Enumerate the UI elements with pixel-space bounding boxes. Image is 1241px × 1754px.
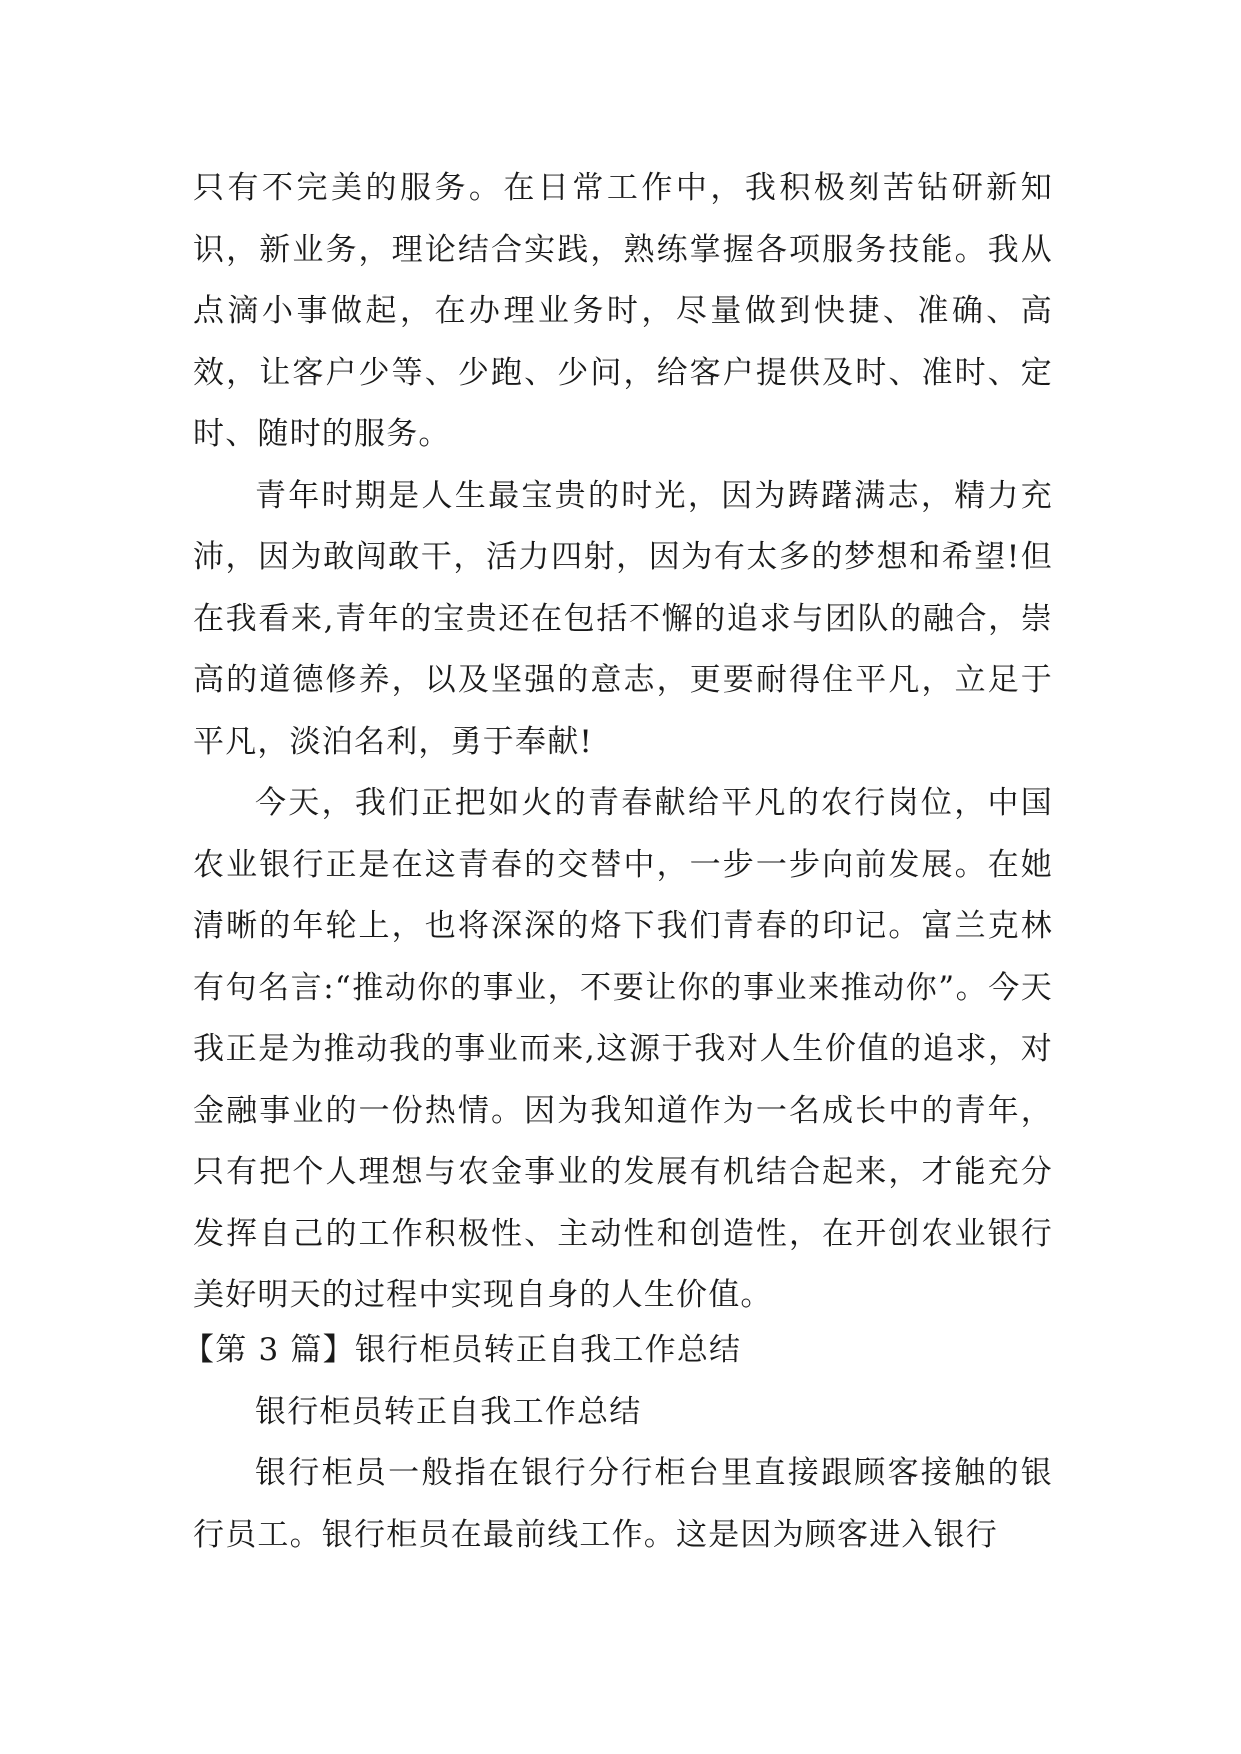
paragraph-service: 只有不完美的服务。在日常工作中，我积极刻苦钻研新知识，新业务，理论结合实践，熟练掌握各项服务技能。我从点滴小事做起，在办理业务时，尽量做到快捷、准确、高效，让客户少等、少跑、少问，给客户提供及时、准时、定时、随时的服务。 xyxy=(193,170,1053,452)
paragraph-youth: 青年时期是人生最宝贵的时光，因为踌躇满志，精力充沛，因为敢闯敢干，活力四射，因为有太多的梦想和希望!但在我看来,青年的宝贵还在包括不懈的追求与团队的融合，崇高的道德修养，以及坚强的意志，更要耐得住平凡，立足于平凡，淡泊名利，勇于奉献! xyxy=(193,477,1053,760)
paragraph-today: 今天，我们正把如火的青春献给平凡的农行岗位，中国农业银行正是在这青春的交替中，一步一步向前发展。在她清晰的年轮上，也将深深的烙下我们青春的印记。富兰克林有句名言:“推动你的事业，不要让你的事业来推动你”。今天我正是为推动我的事业而来,这源于我对人生价值的追求，对金融事业的一份热情。因为我知道作为一名成长中的青年，只有把个人理想与农金事业的发展有机结合起来，才能充分发挥自己的工作积极性、主动性和创造性，在开创农业银行美好明天的过程中实现自身的人生价值。 xyxy=(193,785,1053,1313)
document-body xyxy=(193,158,1053,1327)
section-3 xyxy=(183,1320,1053,1566)
paragraph-teller-intro: 银行柜员一般指在银行分行柜台里直接跟顾客接触的银行员工。银行柜员在最前线工作。这是因为顾客进入银行 xyxy=(193,1455,1053,1553)
section-heading: 【第 3 篇】银行柜员转正自我工作总结 xyxy=(183,1332,742,1368)
section-subtitle: 银行柜员转正自我工作总结 xyxy=(255,1393,642,1430)
